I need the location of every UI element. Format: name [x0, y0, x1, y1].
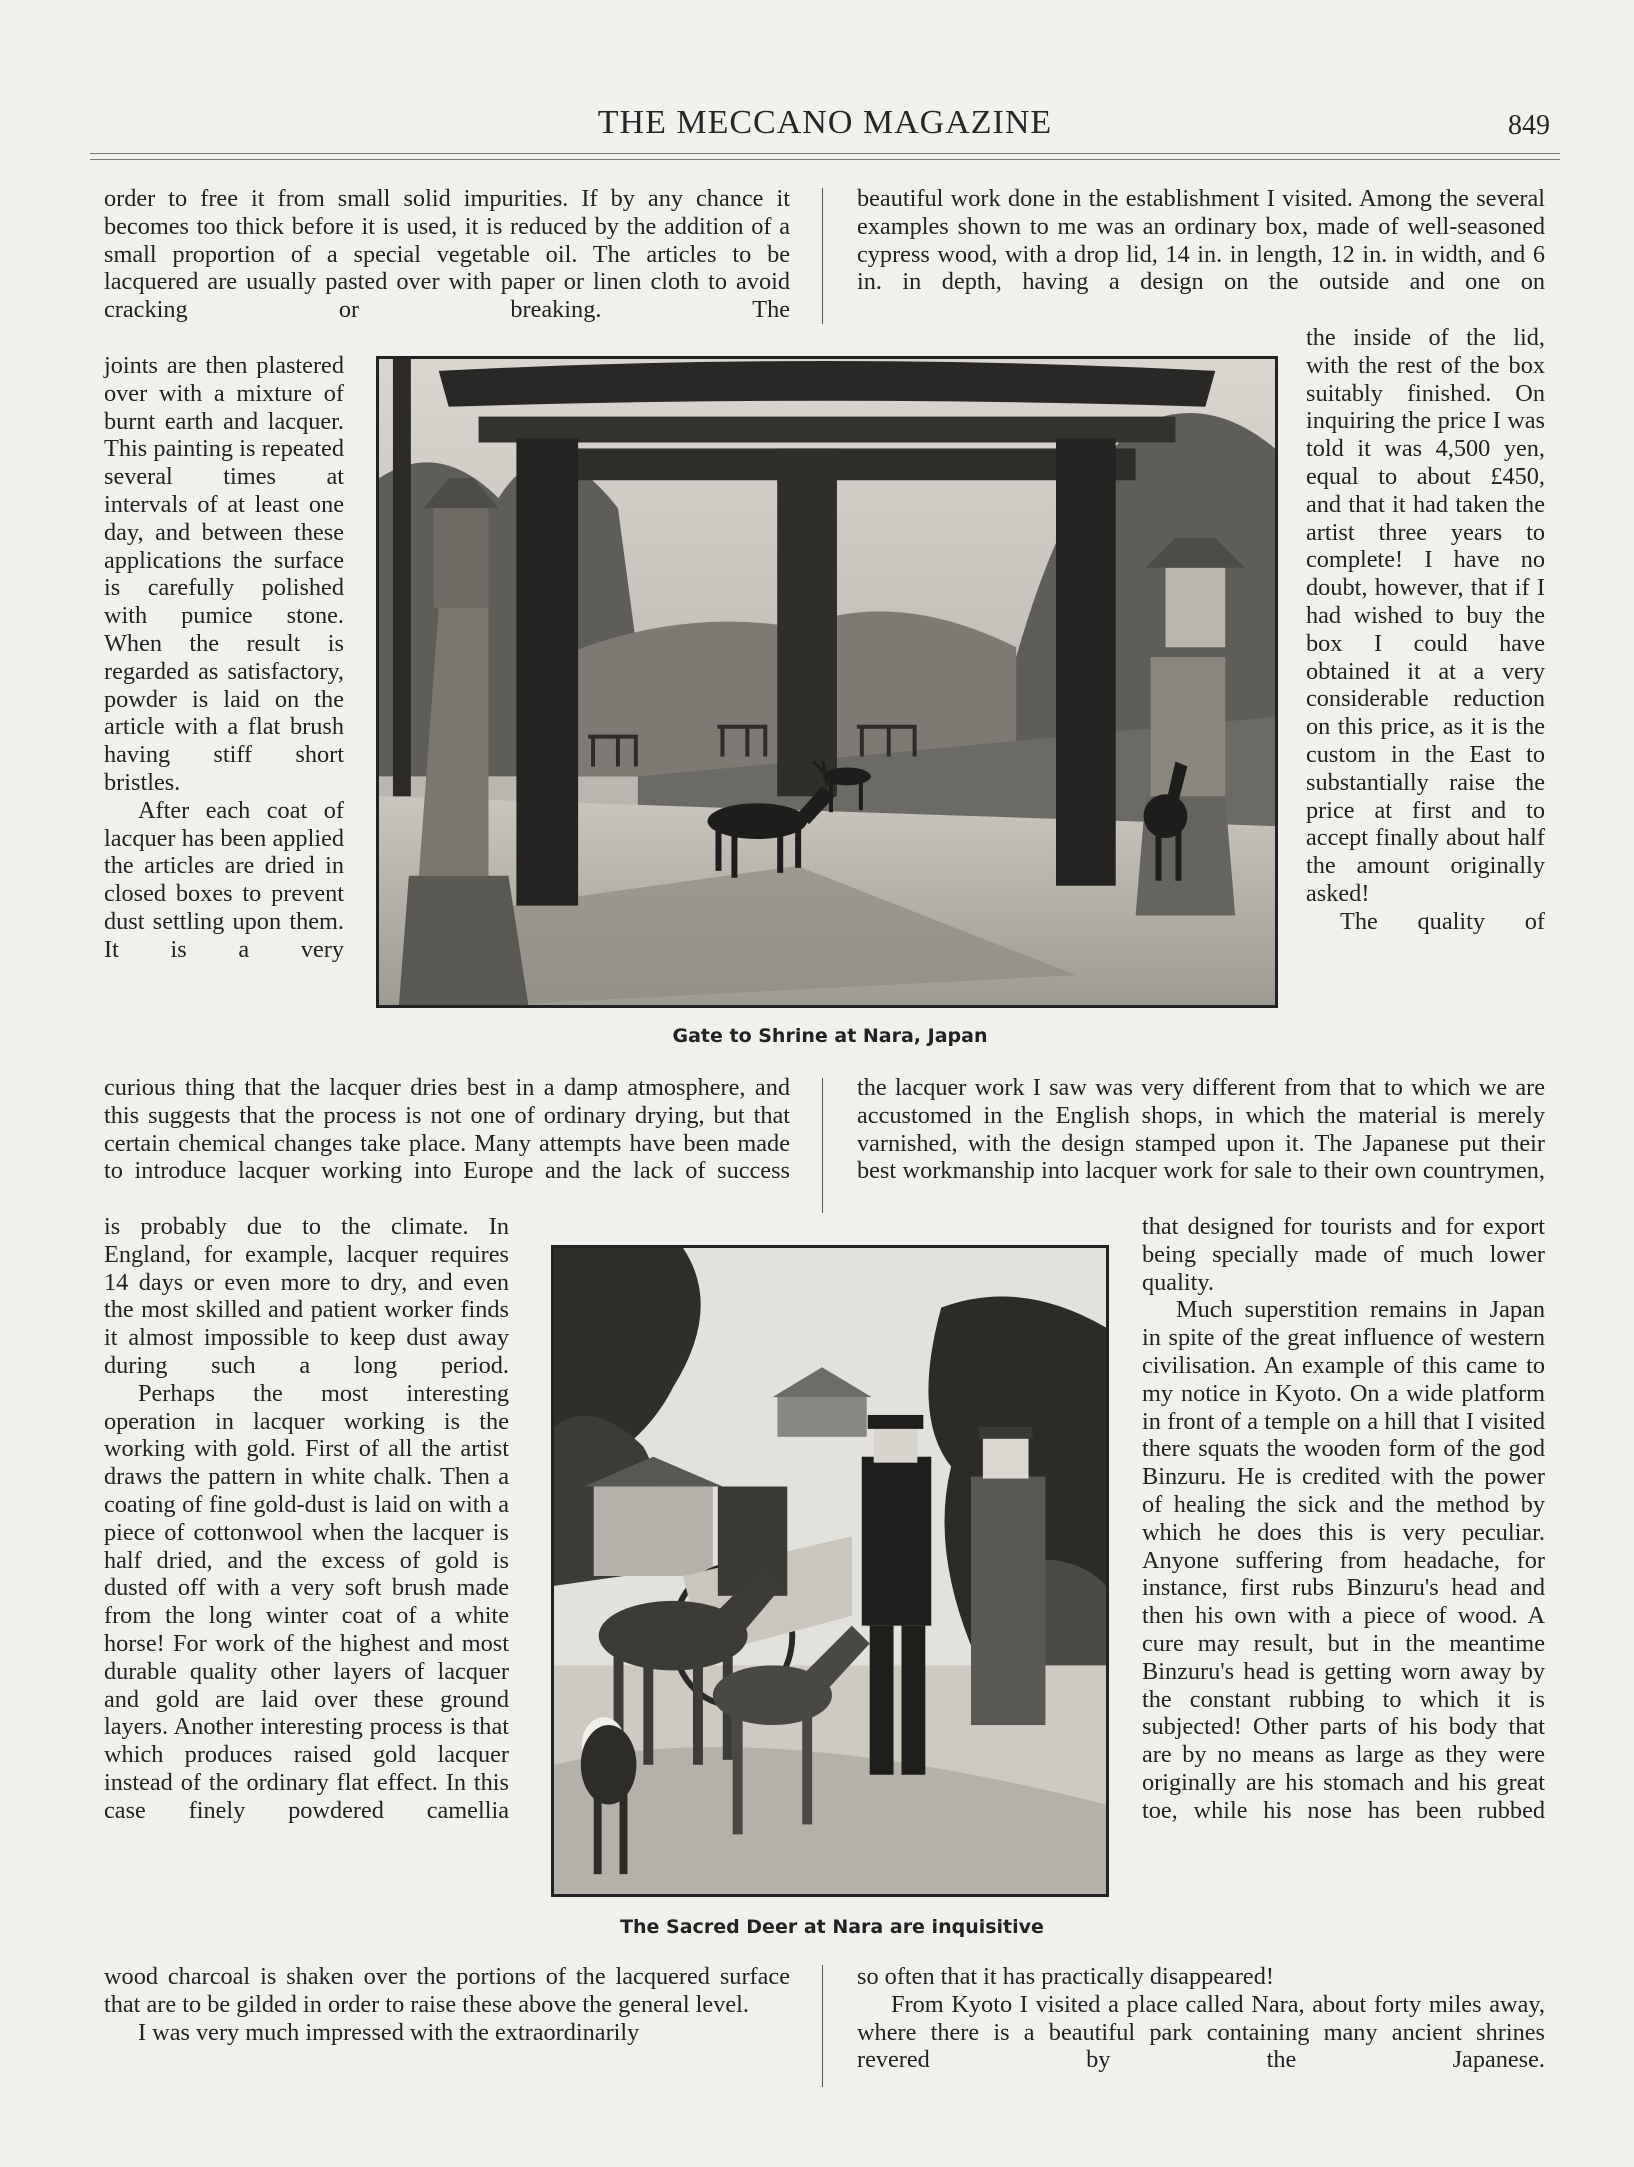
text-right-narrow-4: Much superstition remains in Japan in spite of the great influence of western civilisation. An example of this came to my notice in Kyoto. On a wide platform in front of a temple on a hill that I visited there squats the wooden form of the god Binzuru. He is credited with the power of healing the sick and the method by which he does this is very peculiar. Anyone suffering from headache, for instance, first rubs Binzuru's head and then his own with a piece of wood. A cure may result, but in the meantime Binzuru's head is getting worn away by the constant rubbing to which it is subjected! Other parts of his body that are by no means as large as they were originally are his stomach and his great toe, while his nose has been rubbed [1142, 1296, 1545, 1824]
gate-photo-caption: Gate to Shrine at Nara, Japan [672, 1025, 988, 1047]
page-number: 849 [1508, 110, 1550, 141]
deer-photo [551, 1245, 1109, 1897]
text-left-top: order to free it from small solid impurities. If by any chance it becomes too thick before it is used, it is reduced by the addition of a small proportion of a special vegetable oil. The articles to be lacquered are usually pasted over with paper or linen cloth to avoid cracking or breaking. The [104, 185, 790, 324]
text-left-narrow-2: After each coat of lacquer has been applied the articles are dried in closed boxes to prevent dust settling upon them. It is a very [104, 796, 344, 963]
text-left-narrow-1: joints are then plastered over with a mixture of burnt earth and lacquer. This painting is repeated several times at intervals of at least one day, and between these applications the surface is carefully polished with pumice stone. When the result is regarded as satisfactory, powder is laid on the article with a flat brush having stiff short bristles. [104, 352, 344, 796]
header-rule-top [90, 153, 1560, 154]
text-left-bottom-1: wood charcoal is shaken over the portions of the lacquered surface that are to be gilded in order to raise these above the general level. [104, 1963, 790, 2018]
page-header [90, 104, 1560, 150]
column-divider-top [822, 188, 823, 324]
right-bottom-paragraph [857, 1963, 1545, 2074]
text-right-narrow-3: that designed for tourists and for export being specially made of much lower quality. [1142, 1213, 1545, 1296]
left-top-paragraph [104, 185, 790, 324]
column-divider-middle [822, 1078, 823, 1213]
text-right-bottom-1: so often that it has practically disappeared! [857, 1963, 1274, 1990]
left-narrow-block-2 [104, 1213, 509, 1825]
text-left-narrow-4: Perhaps the most interesting operation in lacquer working is the working with gold. First of all the artist draws the pattern in white chalk. Then a coating of fine gold-dust is laid on with a piece of cottonwool when the lacquer is half dried, and the excess of gold is dusted off with a very soft brush made from the long winter coat of a white horse! For work of the highest and most durable quality other layers of lacquer and gold are laid over these ground layers. Another interesting process is that which produces raised gold lacquer instead of the ordinary flat effect. In this case finely powdered camellia [104, 1379, 509, 1824]
text-left-mid: curious thing that the lacquer dries best in a damp atmosphere, and this suggests that the process is not one of ordinary drying, but that certain chemical changes take place. Many attempts have been made to introduce lacquer working into Europe and the lack of success [104, 1074, 790, 1185]
right-middle-paragraph [857, 1074, 1545, 1185]
text-right-mid: the lacquer work I saw was very different from that to which we are accustomed in the English shops, in which the material is merely varnished, with the design stamped upon it. The Japanese put their best workmanship into lacquer work for sale to their own countrymen, [857, 1074, 1545, 1185]
text-right-narrow-1: the inside of the lid, with the rest of the box suitably finished. On inquiring the price I was told it was 4,500 yen, equal to about £450, and that it had taken the artist three years to complete! I have no doubt, however, that if I had wished to buy the box I could have obtained it at a very considerable reduction on this price, as it is the custom in the East to substantially raise the price at first and to accept finally about half the amount originally asked! [1306, 324, 1545, 907]
text-right-top: beautiful work done in the establishment I visited. Among the several examples shown to me was an ordinary box, made of well-seasoned cypress wood, with a drop lid, 14 in. in length, 12 in. in width, and 6 in. in depth, having a design on the outside and one on [857, 185, 1545, 296]
left-bottom-paragraph [104, 1963, 790, 2046]
gate-photo [376, 356, 1278, 1008]
deer-photo-caption: The Sacred Deer at Nara are inquisitive [620, 1916, 1044, 1938]
left-middle-paragraph [104, 1074, 790, 1185]
column-divider-bottom [822, 1965, 823, 2087]
header-rule-bottom [90, 159, 1560, 160]
gate-photo-image [379, 359, 1275, 1005]
left-narrow-block-1 [104, 352, 344, 964]
deer-photo-image [554, 1248, 1106, 1894]
right-narrow-block-1 [1306, 324, 1545, 936]
text-left-narrow-3: is probably due to the climate. In England, for example, lacquer requires 14 days or even more to dry, and even the most skilled and patient worker finds it almost impossible to keep dust away during such a long period. [104, 1213, 509, 1379]
right-narrow-block-2 [1142, 1213, 1545, 1825]
text-right-narrow-2: The quality of [1340, 907, 1545, 935]
text-left-bottom-2: I was very much impressed with the extraordinarily [138, 2018, 640, 2046]
magazine-title: THE MECCANO MAGAZINE [597, 104, 1053, 141]
text-right-bottom-2: From Kyoto I visited a place called Nara, about forty miles away, where there is a beautiful park containing many ancient shrines revered by the Japanese. [857, 1990, 1545, 2074]
right-top-paragraph [857, 185, 1545, 296]
